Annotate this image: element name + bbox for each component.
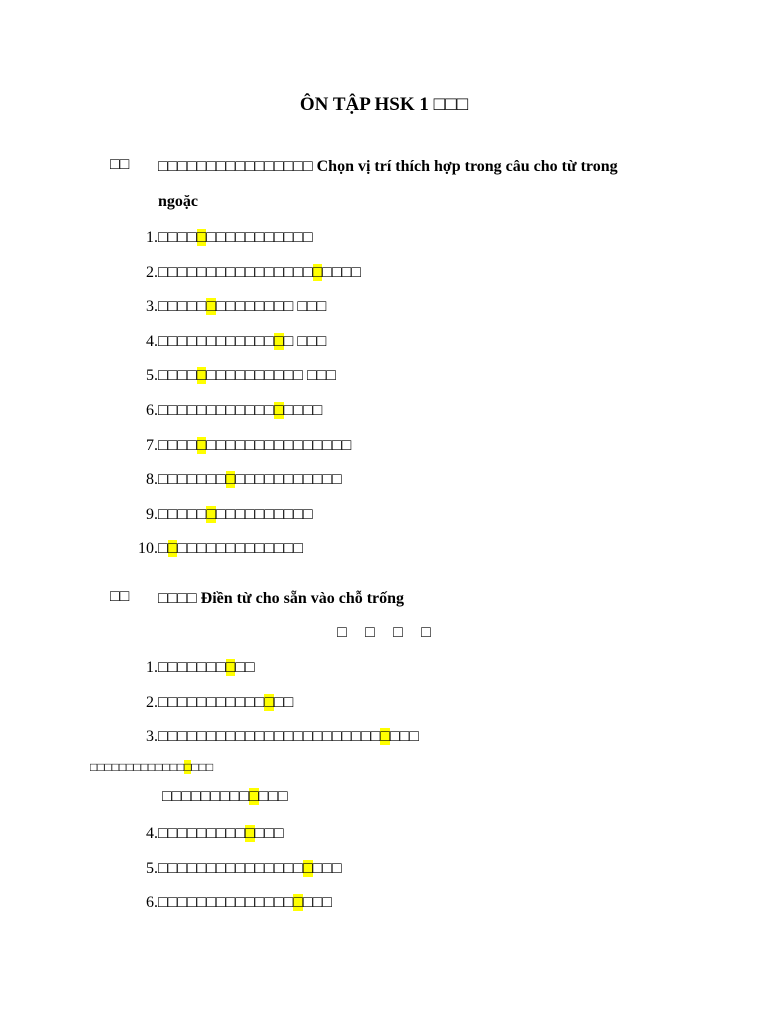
item-number: 7.: [146, 436, 158, 454]
sentence-text: □□□□□□□□□: [158, 825, 245, 842]
item-sentence: [158, 506, 313, 524]
sentence-text: □□□□□□□□□□□□□□□□: [158, 263, 313, 281]
sentence-text: □□□: [312, 859, 342, 877]
list-item: [130, 468, 342, 492]
loose-sentence-small: [90, 760, 213, 775]
item-number: 1.: [146, 229, 158, 246]
section-2-number: □□: [110, 588, 130, 605]
item-sentence: [158, 437, 351, 455]
sentence-text: □□□□□□□□□□□□□□: [158, 894, 294, 911]
list-item: [130, 261, 361, 285]
list-item: [130, 226, 313, 250]
sentence-text: □□□□□□□: [158, 659, 226, 676]
section-2-instruction: [158, 581, 658, 616]
list-item: [130, 503, 313, 527]
item-sentence: [158, 471, 342, 489]
sentence-text: □□□□: [158, 367, 197, 385]
list-item: [130, 725, 419, 749]
sentence-text: □□□: [258, 788, 288, 805]
item-sentence: [158, 825, 284, 843]
item-sentence: [158, 229, 313, 247]
blank-highlight: □: [225, 471, 236, 489]
blank-highlight: □: [293, 894, 303, 911]
section-2-instruction-vi: Điền từ cho sẵn vào chỗ trống: [200, 590, 405, 607]
item-sentence: [158, 333, 326, 351]
item-sentence: [158, 540, 303, 558]
blank-highlight: □: [248, 788, 259, 805]
sentence-text: □ □□□: [283, 332, 327, 350]
blank-highlight: □: [196, 367, 207, 385]
item-sentence: [158, 894, 332, 912]
item-number: 5.: [146, 859, 158, 877]
item-number: 1.: [146, 659, 158, 676]
sentence-text: □□□□□□□□□□□□□□□□□□□□□□□: [158, 728, 381, 745]
word-bank-item: □: [393, 624, 403, 641]
sentence-text: □□□□□□□□□□□: [235, 471, 342, 489]
sentence-text: □□□□: [158, 436, 197, 454]
item-number: 2.: [146, 693, 158, 711]
sentence-text: □□□□□□□□□□□□: [158, 332, 274, 350]
sentence-text: □□□□□□□□□□ □□□: [206, 367, 336, 385]
blank-highlight: □: [264, 693, 274, 711]
sentence-text: □□□□□□□□□□□□□: [177, 540, 303, 558]
sentence-text: □□□□: [322, 263, 361, 281]
blank-highlight: □: [273, 332, 284, 350]
item-number: 2.: [146, 263, 158, 281]
sentence-text: □□□□□□□□□□□□□□□: [206, 436, 352, 454]
sentence-text: □□□□: [158, 229, 197, 246]
sentence-text: □□□□□□□□□□□□: [158, 402, 274, 419]
sentence-text: □□□□□□□□□□□□□□□: [158, 859, 303, 877]
list-item: [130, 691, 293, 715]
sentence-text: □□: [273, 693, 294, 711]
item-sentence: [158, 264, 361, 282]
blank-highlight: □: [273, 402, 284, 419]
sentence-text: □□□□□□□□ □□□: [216, 298, 327, 316]
item-number: 3.: [146, 728, 158, 745]
item-sentence: [158, 402, 322, 420]
blank-highlight: □: [302, 859, 313, 877]
sentence-text: □□: [235, 659, 255, 676]
sentence-text: □□□□□□□□□: [162, 788, 249, 805]
blank-highlight: □: [167, 540, 178, 558]
item-number: 4.: [146, 825, 158, 842]
item-number: 3.: [146, 298, 158, 316]
item-number: 8.: [146, 471, 158, 489]
blank-highlight: □: [206, 298, 216, 316]
item-sentence: [158, 298, 326, 316]
sentence-text: □□□: [254, 825, 284, 842]
sentence-text: □□□: [191, 760, 214, 774]
item-number: 10.: [138, 540, 158, 558]
section-2-instruction-cjk: □□□□: [158, 590, 197, 607]
document-title: ÔN TẬP HSK 1 □□□: [299, 94, 469, 115]
blank-highlight: □: [225, 659, 236, 676]
section-1-instruction-vi: Chọn vị trí thích hợp trong câu cho từ trong ngoặc: [158, 158, 618, 210]
word-bank-item: □: [365, 624, 375, 641]
blank-highlight: □: [196, 229, 207, 246]
item-sentence: [158, 367, 336, 385]
list-item: [130, 537, 303, 561]
list-item: [130, 434, 351, 458]
sentence-text: □: [158, 540, 168, 558]
item-sentence: [158, 694, 293, 712]
blank-highlight: □: [196, 436, 207, 454]
item-number: 4.: [146, 332, 158, 350]
word-bank-item: □: [337, 624, 347, 641]
blank-highlight: □: [312, 263, 323, 281]
item-sentence: [158, 728, 419, 746]
sentence-text: □□□□□□□□□□□: [206, 229, 313, 246]
sentence-text: □□□□: [283, 402, 323, 419]
list-item: [130, 656, 255, 680]
list-item: [130, 330, 326, 354]
list-item: [130, 295, 326, 319]
loose-sentence-indented: [162, 788, 288, 806]
sentence-text: □□□□□: [158, 505, 207, 523]
blank-highlight: □: [380, 728, 390, 745]
item-sentence: [158, 860, 342, 878]
sentence-text: □□□□□: [158, 298, 207, 316]
word-bank: [0, 624, 768, 642]
sentence-text: □□□□□□□□□□□□□: [90, 760, 185, 774]
sentence-text: □□□: [389, 728, 419, 745]
section-1-instruction-cjk: □□□□□□□□□□□□□□□□: [158, 158, 313, 175]
blank-highlight: □: [206, 505, 216, 523]
blank-highlight: □: [184, 760, 192, 774]
sentence-text: □□□□□□□: [158, 471, 226, 489]
item-sentence: [158, 659, 255, 677]
list-item: [130, 822, 284, 846]
list-item: [130, 364, 336, 388]
sentence-text: □□□□□□□□□□□: [158, 693, 265, 711]
item-number: 9.: [146, 505, 158, 523]
item-number: 5.: [146, 367, 158, 385]
sentence-text: □□□□□□□□□□: [216, 505, 313, 523]
section-1-number: □□: [110, 156, 130, 173]
word-bank-item: □: [421, 624, 431, 641]
blank-highlight: □: [244, 825, 255, 842]
section-1-instruction: [158, 149, 658, 219]
list-item: [130, 399, 322, 423]
item-number: 6.: [146, 402, 158, 419]
list-item: [130, 857, 342, 881]
list-item: [130, 891, 332, 915]
sentence-text: □□□: [302, 894, 332, 911]
item-number: 6.: [146, 894, 158, 911]
